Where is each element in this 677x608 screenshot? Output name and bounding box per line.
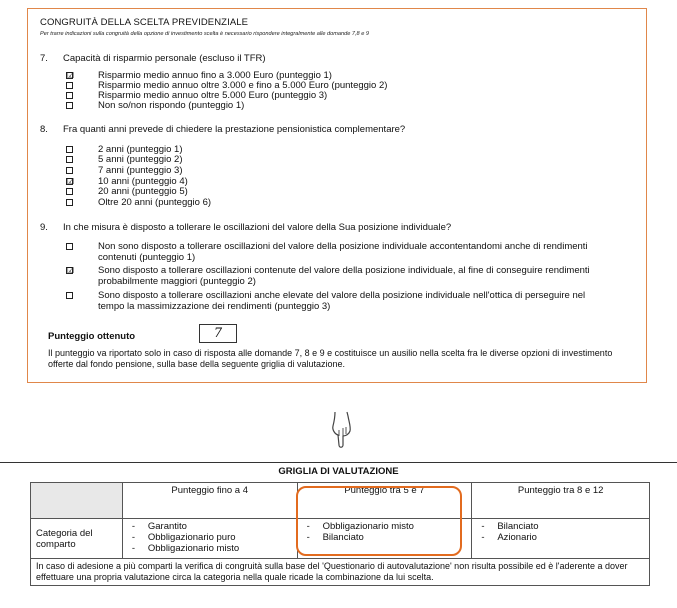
grid-header-cell: Punteggio tra 5 e 7 xyxy=(297,483,472,519)
checkbox[interactable] xyxy=(66,102,73,109)
option-label: 7 anni (punteggio 3) xyxy=(98,165,183,176)
checkbox[interactable] xyxy=(66,167,73,174)
grid-cell xyxy=(122,519,297,559)
checkbox[interactable] xyxy=(66,292,73,299)
question-9 xyxy=(40,222,451,233)
option-label: 2 anni (punteggio 1) xyxy=(98,144,183,155)
grid-row-label: Categoria del comparto xyxy=(31,519,123,559)
list-item: - Obbligazionario puro xyxy=(128,532,292,543)
grid-footnote: In caso di adesione a più comparti la verifica di congruità sulla base del 'Questionario di autovalutazione' non risulta possibile ed è l'aderente a dover effettuare una propria valutazione circa la categoria nella quale ricade la combinazione da lui scelta. xyxy=(31,559,650,586)
option-label: Risparmio medio annuo oltre 5.000 Euro (punteggio 3) xyxy=(98,90,328,101)
question-8 xyxy=(40,124,405,135)
checkbox[interactable] xyxy=(66,188,73,195)
score-label: Punteggio ottenuto xyxy=(48,331,136,342)
checkbox[interactable]: ☑ xyxy=(67,71,75,80)
question-number: 8. xyxy=(40,124,48,135)
grid-header-empty xyxy=(31,483,123,519)
question-text: Capacità di risparmio personale (escluso il TFR) xyxy=(63,53,266,64)
grid-header-row xyxy=(31,483,650,519)
checkbox[interactable] xyxy=(66,243,73,250)
option-label: Risparmio medio annuo fino a 3.000 Euro (punteggio 1) xyxy=(98,70,332,81)
grid-footnote-row xyxy=(31,559,650,586)
question-7 xyxy=(40,53,266,64)
grid-header-cell: Punteggio tra 8 e 12 xyxy=(472,483,650,519)
checkbox[interactable] xyxy=(66,146,73,153)
grid-title: GRIGLIA DI VALUTAZIONE xyxy=(278,466,399,477)
option-label-line1: Non sono disposto a tollerare oscillazioni del valore della posizione individuale accontentandomi anche di rendimenti xyxy=(98,241,588,252)
list-item: - Bilanciato xyxy=(303,532,467,543)
option-label-line2: contenuti (punteggio 1) xyxy=(98,251,196,263)
form-title: CONGRUITÀ DELLA SCELTA PREVIDENZIALE xyxy=(40,17,249,28)
option-label: 5 anni (punteggio 2) xyxy=(98,154,183,165)
option-label-line1: Sono disposto a tollerare oscillazioni anche elevate del valore della posizione individuale nell'ottica di perseguire nel xyxy=(98,290,586,301)
evaluation-grid xyxy=(30,482,650,586)
option-label: 10 anni (punteggio 4) xyxy=(98,176,188,187)
checkbox[interactable] xyxy=(66,92,73,99)
option-label: Risparmio medio annuo oltre 3.000 e fino a 5.000 Euro (punteggio 2) xyxy=(98,80,388,91)
checkbox[interactable]: ☑ xyxy=(67,177,75,186)
question-number: 7. xyxy=(40,53,48,64)
option-label: 20 anni (punteggio 5) xyxy=(98,186,188,197)
option-label-line2: tempo la massimizzazione dei rendimenti (punteggio 3) xyxy=(98,300,331,312)
form-subtitle: Per trarre indicazioni sulla congruità della opzione di investimento scelta è necessario rispondere integralmente alle domande 7,8 e 9 xyxy=(40,31,369,37)
list-item: - Garantito xyxy=(128,521,292,532)
list-item: - Obbligazionario misto xyxy=(128,543,292,554)
checkbox[interactable] xyxy=(66,156,73,163)
list-item: - Obbligazionario misto xyxy=(303,521,467,532)
checkbox[interactable]: ☑ xyxy=(67,266,75,275)
option-label-line2: probabilmente maggiori (punteggio 2) xyxy=(98,275,256,287)
list-item: - Azionario xyxy=(477,532,644,543)
score-input[interactable]: 7 xyxy=(199,324,237,343)
question-text: Fra quanti anni prevede di chiedere la prestazione pensionistica complementare? xyxy=(63,124,406,135)
option-label: Oltre 20 anni (punteggio 6) xyxy=(98,197,212,208)
option-label-line1: Sono disposto a tollerare oscillazioni contenute del valore della posizione individuale, al fine di conseguire rendimenti xyxy=(98,265,590,276)
hand-pointing-down-icon xyxy=(329,410,355,450)
divider xyxy=(0,462,677,463)
score-note: Il punteggio va riportato solo in caso di risposta alle domande 7, 8 e 9 e costituisce un ausilio nella scelta fra le diverse opzioni di investimento offerte dal fondo pensione, sulla base della seguente griglia di valutazione. xyxy=(48,348,613,369)
grid-cell xyxy=(472,519,650,559)
question-number: 9. xyxy=(40,222,48,233)
question-text: In che misura è disposto a tollerare le oscillazioni del valore della Sua posizione individuale? xyxy=(63,222,452,233)
checkbox[interactable] xyxy=(66,82,73,89)
checkbox[interactable] xyxy=(66,199,73,206)
grid-cell xyxy=(297,519,472,559)
grid-category-row xyxy=(31,519,650,559)
list-item: - Bilanciato xyxy=(477,521,644,532)
grid-header-cell: Punteggio fino a 4 xyxy=(122,483,297,519)
option-label: Non so/non rispondo (punteggio 1) xyxy=(98,100,245,111)
